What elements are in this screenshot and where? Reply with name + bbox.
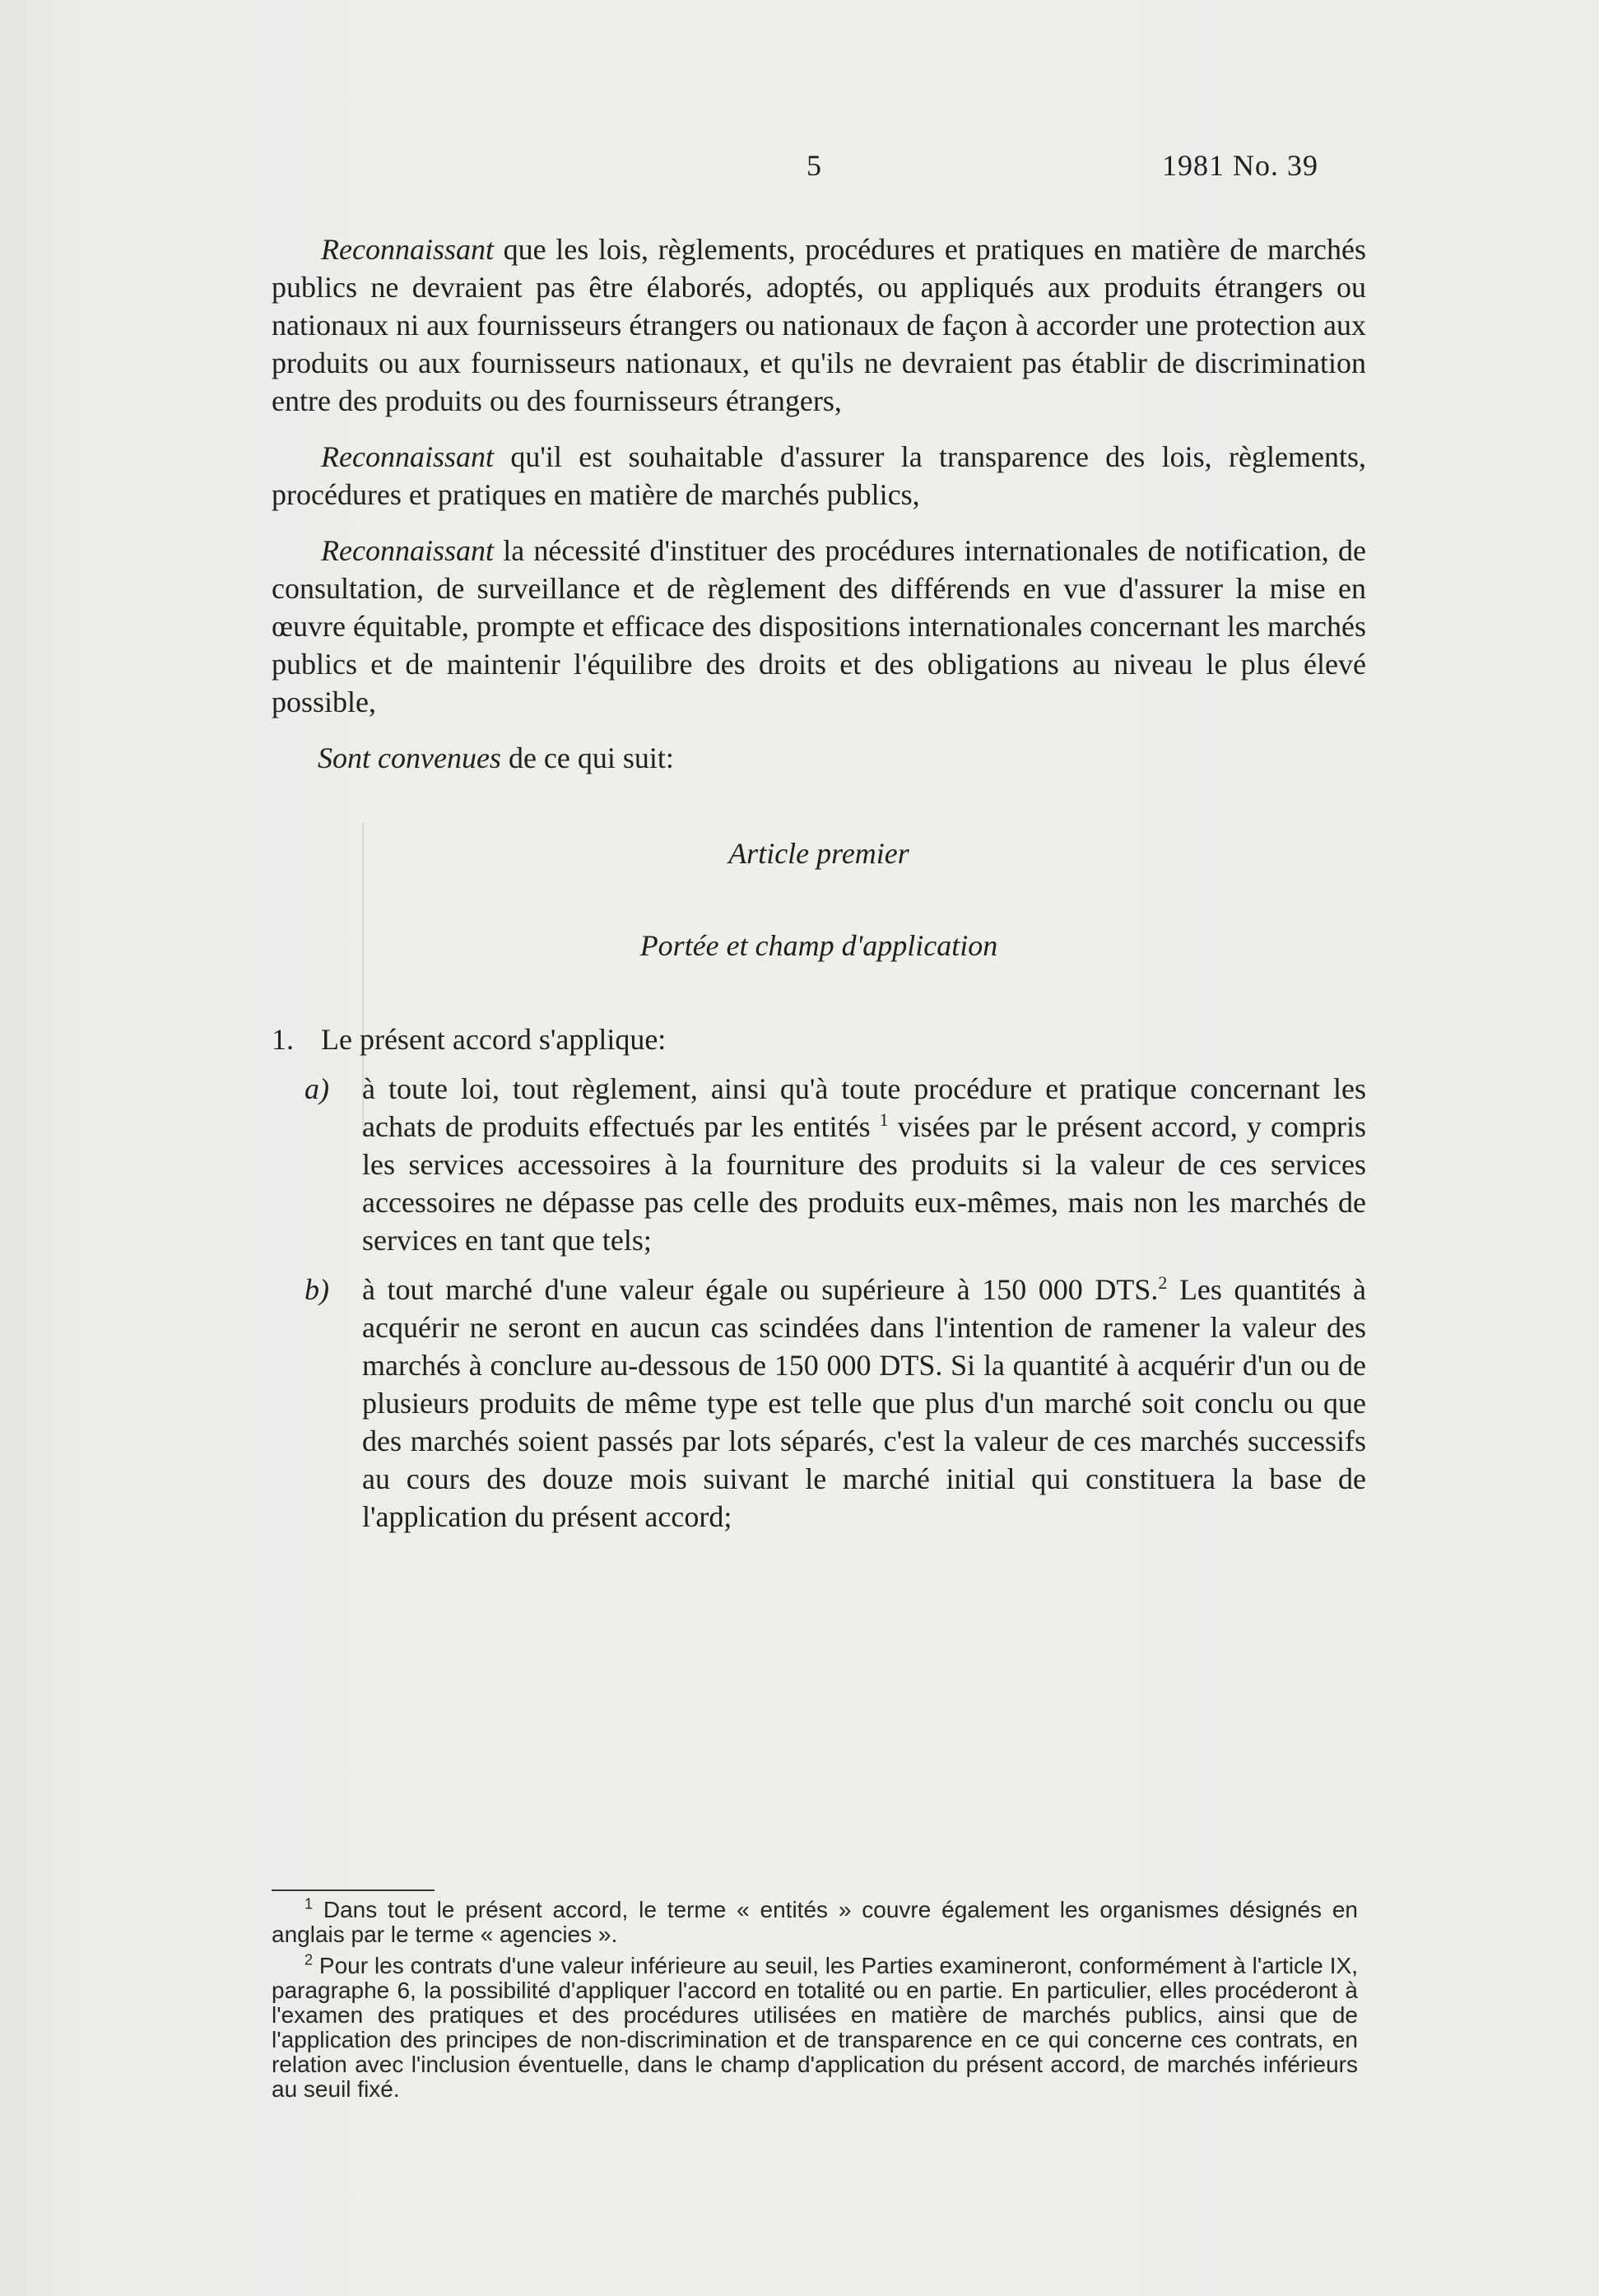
- sub-item-text: à toute loi, tout règlement, ainsi qu'à toute procédure et pratique concernant les achats de produits effectués par les entités: [362, 1072, 1366, 1143]
- agreement-text: de ce qui suit:: [500, 741, 674, 774]
- footnote-text: Pour les contrats d'une valeur inférieure au seuil, les Parties examineront, conformément à l'article IX, paragraphe 6, la possibilité d'appliquer l'accord en totalité ou en partie. En particulier, elles procéderont à l'examen des pratiques et des procédures utilisées en matière de marchés publics, ainsi que de l'application des principes de non-discrimination et de transparence en ce qui concerne ces contrats, en relation avec l'inclusion éventuelle, dans le champ d'application du présent accord, de marchés inférieurs au seuil fixé.: [272, 1953, 1358, 2102]
- page-header: [0, 148, 1599, 189]
- recital-text: la nécessité d'instituer des procédures internationales de notification, de consultation, de surveillance et de règlement des différends en vue d'assurer la mise en œuvre équitable, prompte et efficace des dispositions internationales concernant les marchés publics et de maintenir l'équilibre des droits et des obligations au niveau le plus élevé possible,: [272, 534, 1366, 718]
- sub-item-b: [304, 1271, 1366, 1536]
- main-text: [272, 230, 1366, 1536]
- footnote-reference: 2: [1158, 1272, 1168, 1293]
- recital-lead: Reconnaissant: [321, 440, 494, 473]
- recital-lead: Reconnaissant: [321, 233, 494, 266]
- agreement-lead: Sont convenues: [318, 741, 501, 774]
- recital-lead: Reconnaissant: [321, 534, 494, 567]
- sub-item-text: à tout marché d'une valeur égale ou supérieure à 150 000 DTS.: [362, 1273, 1159, 1306]
- footnote: [272, 1951, 1358, 2102]
- article-subtitle: Portée et champ d'application: [639, 929, 998, 962]
- item-number: 1.: [272, 1023, 294, 1056]
- footnote: [272, 1895, 1358, 1947]
- footnote-text: Dans tout le présent accord, le terme « entités » couvre également les organismes désignés en anglais par le terme « agencies ».: [272, 1897, 1358, 1947]
- page-number: 5: [806, 149, 821, 182]
- sub-item-letter: a): [304, 1072, 329, 1105]
- sub-item-text: Les quantités à acquérir ne seront en aucun cas scindées dans l'intention de ramener la valeur des marchés à conclure au-dessous de 150 000 DTS. Si la quantité à acquérir d'un ou de plusieurs produits de même type est telle que plus d'un marché soit conclu ou que des marchés soient passés par lots séparés, c'est la valeur de ces marchés successifs au cours des douze mois suivant le marché initial qui constituera la base de l'application du présent accord;: [362, 1273, 1366, 1533]
- sub-item-letter: b): [304, 1273, 329, 1306]
- sub-item-a: [304, 1070, 1366, 1259]
- recital-paragraph: [272, 230, 1366, 420]
- footnote-separator: [272, 1889, 435, 1891]
- sub-item-text: visées par le présent accord, y compris les services accessoires à la fourniture des produits si la valeur de ces services accessoires ne dépasse pas celle des produits eux-mêmes, mais non les marchés de services en tant que tels;: [362, 1110, 1366, 1257]
- footnotes: [272, 1895, 1358, 2108]
- footnote-reference: 1: [879, 1109, 889, 1130]
- recital-text: qu'il est souhaitable d'assurer la transparence des lois, règlements, procédures et pratiques en matière de marchés publics,: [272, 440, 1366, 511]
- footnote-mark: 2: [304, 1951, 314, 1968]
- agreement-clause: [272, 739, 1366, 777]
- item-text: Le présent accord s'applique:: [321, 1023, 667, 1056]
- article-title: Article premier: [728, 837, 909, 870]
- numbered-item: [272, 1020, 1366, 1058]
- recital-paragraph: [272, 532, 1366, 721]
- recital-paragraph: [272, 438, 1366, 514]
- recital-text: que les lois, règlements, procédures et pratiques en matière de marchés publics ne devraient pas être élaborés, adoptés, ou appliqués aux produits étrangers ou nationaux ni aux fournisseurs étrangers ou nationaux de façon à accorder une protection aux produits ou aux fournisseurs nationaux, et qu'ils ne devraient pas établir de discrimination entre des produits ou des fournisseurs étrangers,: [272, 233, 1366, 417]
- footnote-mark: 1: [304, 1895, 314, 1913]
- document-reference: 1981 No. 39: [1162, 149, 1318, 182]
